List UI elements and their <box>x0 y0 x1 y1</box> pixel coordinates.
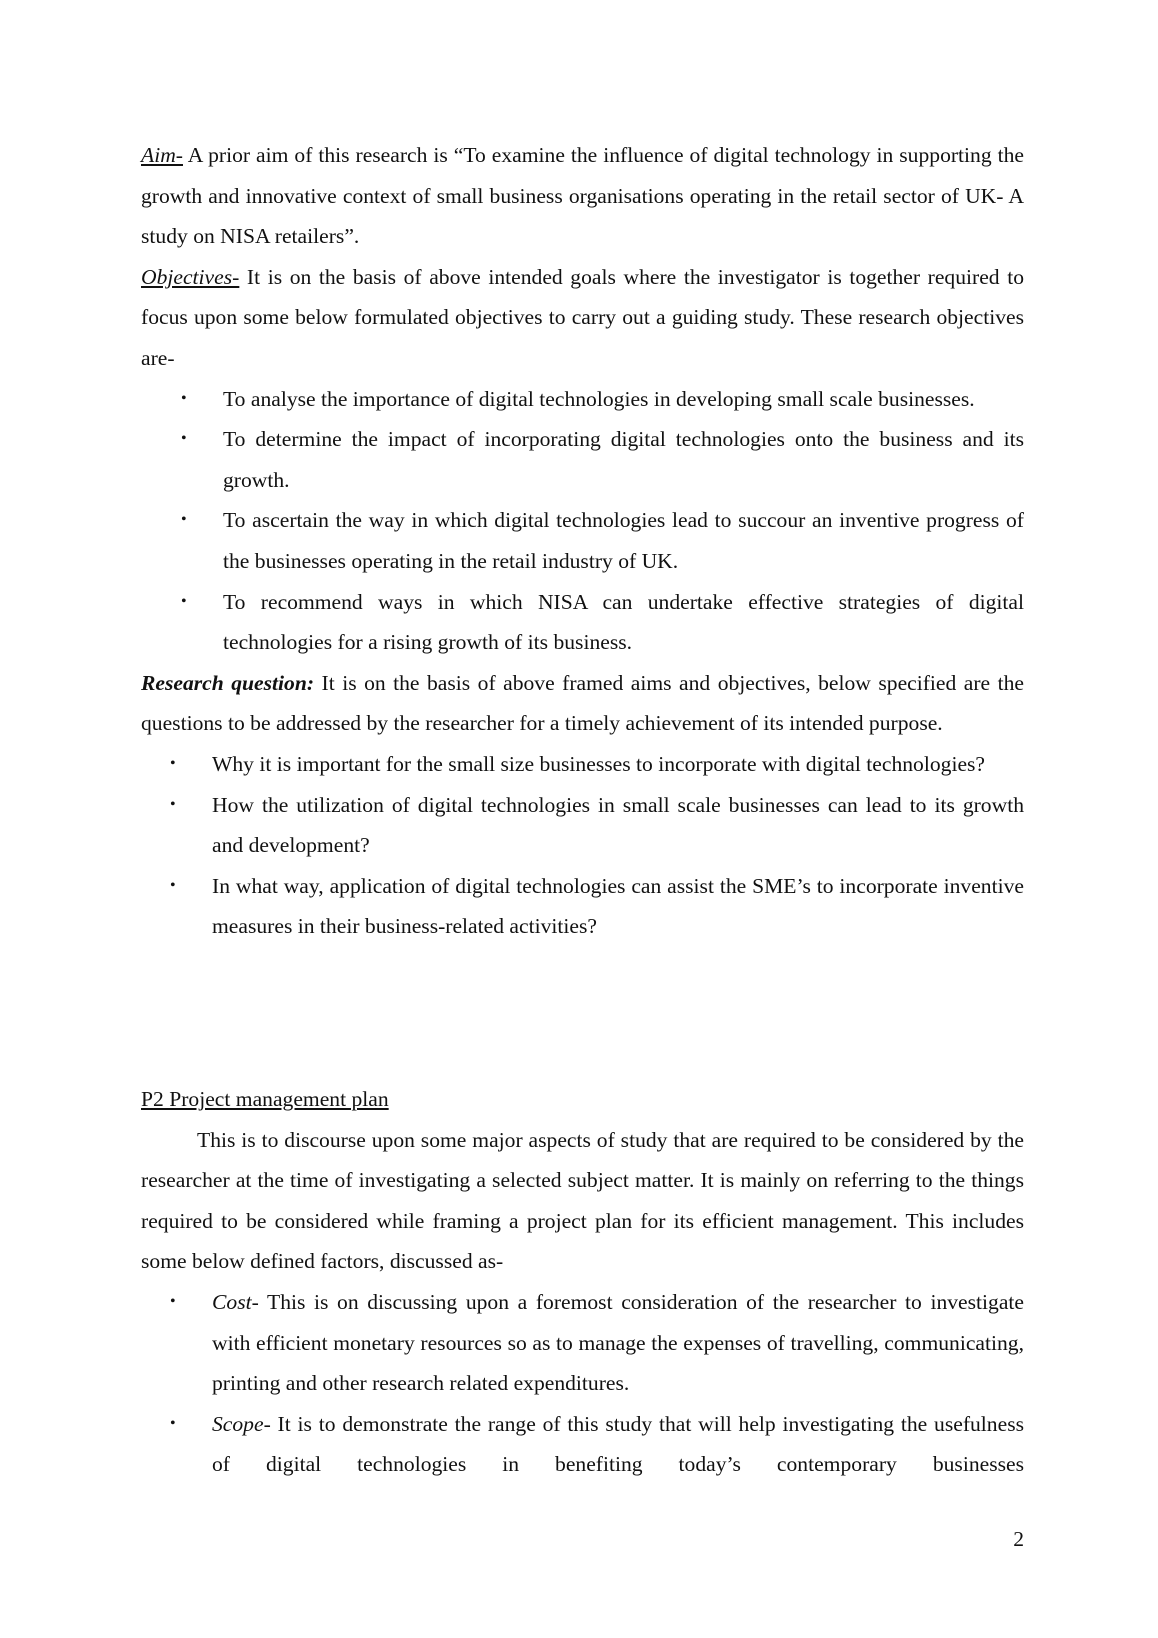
research-question-text: It is on the basis of above framed aims and objectives, below specified are the questions to be addressed by the researcher for a timely achievement of its intended purpose. <box>141 670 1024 736</box>
objectives-list <box>141 379 1024 663</box>
bullet-icon: • <box>170 754 176 772</box>
list-item-text: To ascertain the way in which digital technologies lead to succour an inventive progress of the businesses operating in the retail industry of UK. <box>223 508 1024 573</box>
bullet-icon: • <box>170 1414 176 1432</box>
aim-text: A prior aim of this research is “To examine the influence of digital technology in supporting the growth and innovative context of small business organisations operating in the retail sector of UK- A study on NISA retailers”. <box>141 143 1024 249</box>
factor-text: - It is to demonstrate the range of this study that will help investigating the usefulness of digital technologies in benefiting today’s contemporary businesses <box>212 1411 1024 1477</box>
bullet-icon: • <box>170 1292 176 1310</box>
p2-section <box>141 1079 1024 1485</box>
page-body <box>141 135 1024 947</box>
list-item-text: How the utilization of digital technologies in small scale businesses can lead to its growth and development? <box>212 792 1024 858</box>
list-item <box>141 1282 1024 1404</box>
list-item <box>141 866 1024 947</box>
bullet-icon: • <box>170 876 176 894</box>
list-item-text: To recommend ways in which NISA can undertake effective strategies of digital technologies for a rising growth of its business. <box>223 589 1024 655</box>
list-item <box>141 582 1024 663</box>
bullet-icon: • <box>181 511 187 529</box>
list-item-text: Why it is important for the small size businesses to incorporate with digital technologies? <box>212 751 986 776</box>
p2-factors-list <box>141 1282 1024 1485</box>
factor-text: - This is on discussing upon a foremost consideration of the researcher to investigate with efficient monetary resources so as to manage the expenses of travelling, communicating, printing and other research related expenditures. <box>212 1289 1024 1396</box>
list-item-text: To determine the impact of incorporating digital technologies onto the business and its growth. <box>223 427 1024 492</box>
page-number: 2 <box>1013 1527 1024 1551</box>
objectives-paragraph <box>141 257 1024 379</box>
list-item <box>141 785 1024 866</box>
research-question-label: Research question: <box>141 670 315 695</box>
bullet-icon: • <box>181 592 187 610</box>
list-item-text: To analyse the importance of digital technologies in developing small scale businesses. <box>223 386 975 411</box>
aim-paragraph <box>141 135 1024 257</box>
research-question-paragraph <box>141 663 1024 744</box>
bullet-icon: • <box>170 795 176 813</box>
list-item <box>141 744 1024 785</box>
list-item <box>141 500 1024 581</box>
p2-intro: This is to discourse upon some major aspects of study that are required to be considered by the researcher at the time of investigating a selected subject matter. It is mainly on referring to the things required to be considered while framing a project plan for its efficient management. This includes some below defined factors, discussed as- <box>141 1127 1024 1274</box>
list-item <box>141 419 1024 500</box>
list-item <box>141 379 1024 420</box>
objectives-label: Objectives- <box>141 264 240 289</box>
objectives-text: It is on the basis of above intended goals where the investigator is together required to focus upon some below formulated objectives to carry out a guiding study. These research objectives are- <box>141 264 1024 370</box>
list-item-text: In what way, application of digital technologies can assist the SME’s to incorporate inventive measures in their business-related activities? <box>212 873 1024 939</box>
section-heading: P2 Project management plan <box>141 1087 389 1111</box>
aim-label: Aim- <box>141 143 183 167</box>
factor-label: Cost <box>212 1289 252 1314</box>
list-item <box>141 1404 1024 1485</box>
factor-label: Scope <box>212 1411 264 1436</box>
bullet-icon: • <box>181 389 187 407</box>
bullet-icon: • <box>181 430 187 448</box>
research-questions-list <box>141 744 1024 947</box>
